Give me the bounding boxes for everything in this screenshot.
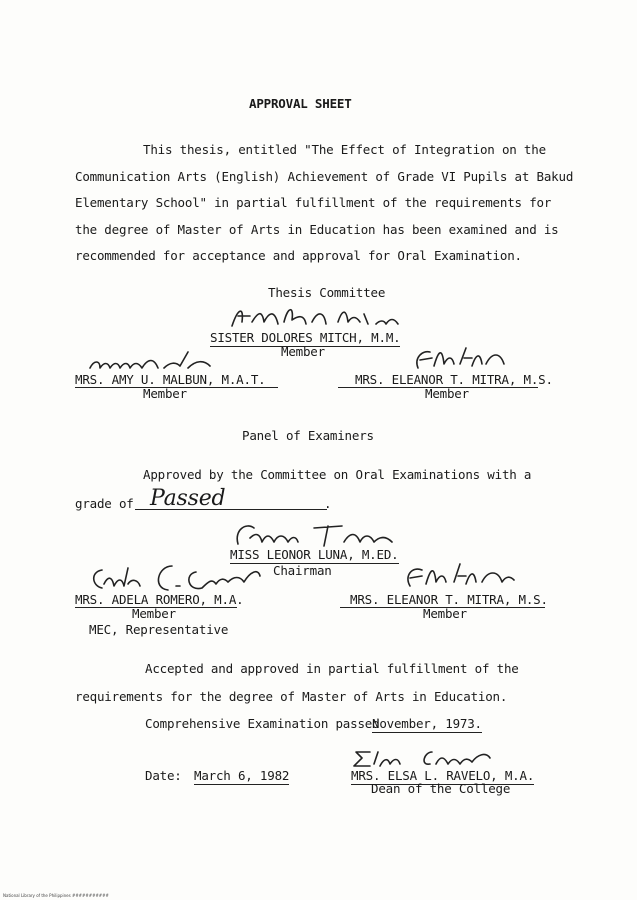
intro-line-4: the degree of Master of Arts in Education has been examined and is [75, 222, 559, 237]
committee-left-signature [86, 348, 216, 374]
panel-left-name: MRS. ADELA ROMERO, M.A. [75, 592, 244, 607]
panel-left-note: MEC, Representative [89, 622, 229, 637]
approved-line: Approved by the Committee on Oral Examinations with a [143, 467, 532, 482]
date-value: March 6, 1982 [194, 768, 290, 783]
committee-left-role: Member [143, 386, 187, 401]
exam-label: Comprehensive Examination passed [145, 716, 380, 731]
panel-right-signature [398, 558, 518, 592]
acceptance-line-1: Accepted and approved in partial fulfillment of the [145, 661, 519, 676]
exam-value: November, 1973. [372, 716, 482, 731]
panel-right-role: Member [423, 606, 467, 621]
grade-value: Passed [150, 486, 226, 511]
footer-text: National Library of the Philippines ########### [3, 893, 109, 898]
grade-end: . [324, 496, 332, 511]
acceptance-line-2: requirements for the degree of Master of Arts in Education. [75, 689, 508, 704]
committee-heading: Thesis Committee [268, 285, 386, 300]
committee-chair-signature [228, 302, 408, 332]
panel-chair-role: Chairman [273, 563, 332, 578]
intro-line-1: This thesis, entitled "The Effect of Integration on the [143, 142, 546, 157]
panel-chair-signature [232, 520, 400, 550]
committee-chair-role: Member [281, 344, 325, 359]
date-label: Date: [145, 768, 182, 783]
intro-line-5: recommended for acceptance and approval for Oral Examination. [75, 248, 522, 263]
committee-right-role: Member [425, 386, 469, 401]
panel-right-name: MRS. ELEANOR T. MITRA, M.S. [350, 592, 548, 607]
intro-line-2: Communication Arts (English) Achievement of Grade VI Pupils at Bakud [75, 169, 574, 184]
panel-heading: Panel of Examiners [242, 428, 374, 443]
committee-chair-name: SISTER DOLORES MITCH, M.M. [210, 330, 401, 345]
grade-label: grade of [75, 496, 134, 511]
committee-right-name: MRS. ELEANOR T. MITRA, M.S. [355, 372, 553, 387]
committee-left-name: MRS. AMY U. MALBUN, M.A.T. [75, 372, 266, 387]
panel-chair-name: MISS LEONOR LUNA, M.ED. [230, 547, 399, 562]
dean-title: Dean of the College [371, 781, 511, 796]
intro-line-3: Elementary School" in partial fulfillment of the requirements for [75, 195, 552, 210]
document-title: APPROVAL SHEET [249, 96, 352, 111]
panel-left-role: Member [132, 606, 176, 621]
dean-name: MRS. ELSA L. RAVELO, M.A. [351, 768, 535, 783]
committee-right-signature [408, 342, 512, 374]
